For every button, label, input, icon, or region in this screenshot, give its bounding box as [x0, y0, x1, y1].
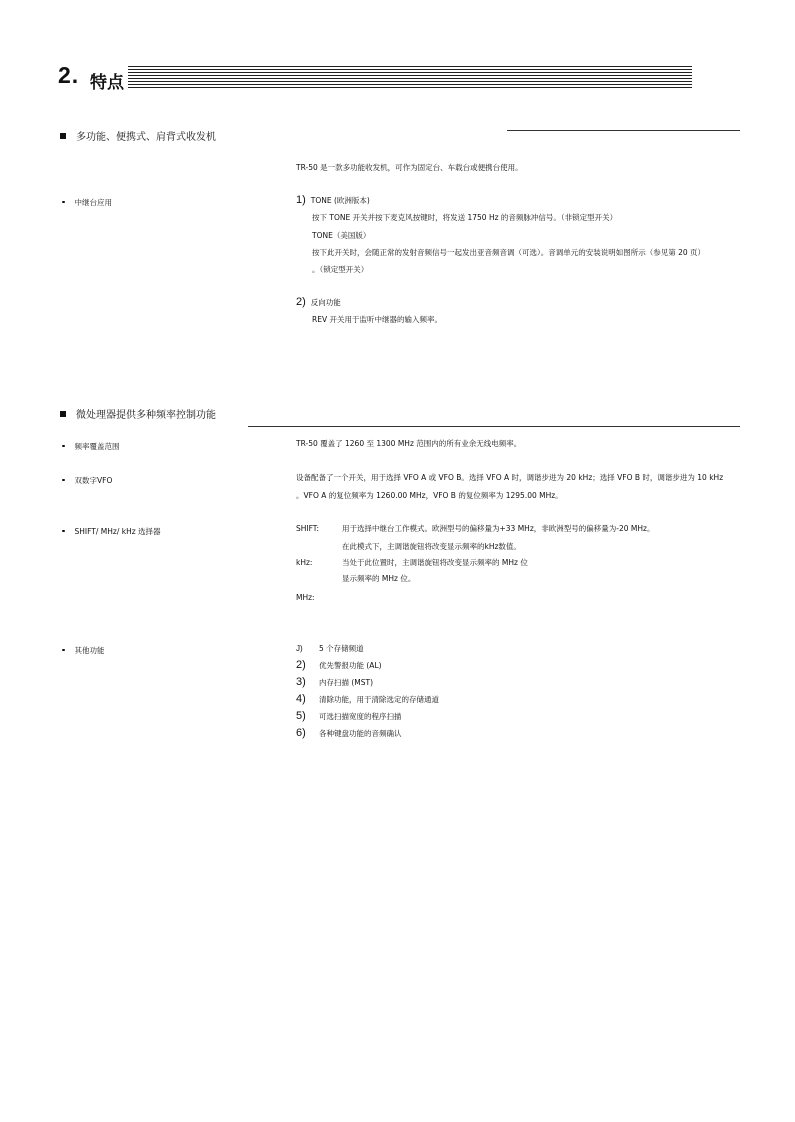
section1-heading [60, 128, 216, 143]
item-text: 清除功能，用于清除选定的存储通道 [319, 695, 439, 704]
coverage-label-text: 频率覆盖范围 [74, 442, 120, 451]
item-number: 2) [296, 659, 306, 671]
item-text: 5 个存储频道 [319, 644, 364, 653]
tone-us-heading: TONE（美国版） [312, 231, 371, 240]
repeater-label-text: 中继台应用 [74, 198, 112, 207]
item-text: 可选扫描宽度的程序扫描 [319, 712, 402, 721]
khz-line1: 当处于此位置时，主调谐旋钮将改变显示频率的 MHz 位 [342, 558, 528, 567]
other-item-6 [296, 727, 402, 739]
item-number: 4) [296, 693, 306, 705]
other-item-5 [296, 710, 402, 722]
section1-rule [507, 130, 740, 131]
item-text: 内存扫描 (MST) [319, 678, 374, 687]
section1-title: 多功能、便携式、肩背式收发机 [76, 132, 216, 143]
other-label-text: 其他功能 [74, 646, 105, 655]
mhz-key: MHz: [296, 593, 315, 602]
section2-heading [60, 406, 216, 421]
item-heading: TONE (欧洲版本) [310, 196, 370, 205]
other-item-2 [296, 659, 382, 671]
other-item-4 [296, 693, 439, 705]
dot-bullet-icon [62, 479, 65, 482]
other-item-3 [296, 676, 373, 688]
khz-line2: 显示频率的 MHz 位。 [342, 574, 416, 583]
other-label [62, 645, 105, 656]
vfo-line1: 设备配备了一个开关，用于选择 VFO A 或 VFO B。选择 VFO A 时，调谐步进为 20 kHz；选择 VFO B 时，调谐步进为 10 kHz [296, 473, 724, 482]
dot-bullet-icon [62, 201, 65, 204]
square-bullet-icon [60, 133, 66, 139]
item-text: 各种键盘功能的音频确认 [319, 729, 402, 738]
coverage-label [62, 441, 120, 452]
item-text: 优先警报功能 (AL) [319, 661, 382, 670]
shift-line1: 用于选择中继台工作模式。欧洲型号的偏移量为+33 MHz，非欧洲型号的偏移量为-20 MHz。 [342, 524, 655, 533]
item-heading: 反向功能 [310, 298, 341, 307]
other-item-1 [296, 643, 364, 654]
header-hatch-decoration [128, 66, 692, 88]
item-number: 3) [296, 676, 306, 688]
shift-line2: 在此模式下，主调谐旋钮将改变显示频率的kHz数值。 [342, 542, 521, 551]
vfo-label-text: 双数字VFO [74, 476, 113, 485]
chapter-title: 特点 [90, 73, 124, 93]
coverage-text: TR-50 覆盖了 1260 至 1300 MHz 范围内的所有业余无线电频率。 [296, 439, 522, 448]
section1-intro: TR-50 是一款多功能收发机，可作为固定台、车载台或便携台使用。 [296, 163, 523, 172]
selector-label-text: SHIFT/ MHz/ kHz 选择器 [74, 527, 161, 536]
item-number: 6) [296, 727, 306, 739]
vfo-label [62, 475, 112, 486]
selector-label [62, 526, 161, 537]
repeater-item-2 [296, 297, 341, 308]
repeater-label [62, 197, 112, 208]
vfo-line2: 。VFO A 的复位频率为 1260.00 MHz，VFO B 的复位频率为 1295.00 MHz。 [296, 491, 563, 500]
chapter-number: 2. [58, 62, 80, 88]
dot-bullet-icon [62, 530, 65, 533]
item-number: 5) [296, 710, 306, 722]
item-number: 2) [296, 296, 306, 308]
rev-desc: REV 开关用于监听中继器的输入频率。 [312, 315, 442, 324]
tone-us-desc-cont: 。（锁定型开关） [312, 265, 369, 274]
item-number: 1) [296, 194, 306, 206]
square-bullet-icon [60, 411, 66, 417]
section2-rule [248, 426, 740, 427]
section2-title: 微处理器提供多种频率控制功能 [76, 410, 216, 421]
dot-bullet-icon [62, 445, 65, 448]
khz-key: kHz: [296, 558, 313, 567]
item-number: J) [296, 644, 303, 653]
tone-us-desc: 按下此开关时，会随正常的发射音频信号一起发出亚音频音调（可选）。音调单元的安装说明如图所示（参见第 20 页） [312, 248, 706, 257]
dot-bullet-icon [62, 649, 65, 652]
repeater-item-1 [296, 195, 370, 206]
tone-eu-desc: 按下 TONE 开关并按下麦克风按键时，将发送 1750 Hz 的音频脉冲信号。（非锁定型开关） [312, 213, 618, 222]
shift-key: SHIFT: [296, 524, 320, 533]
